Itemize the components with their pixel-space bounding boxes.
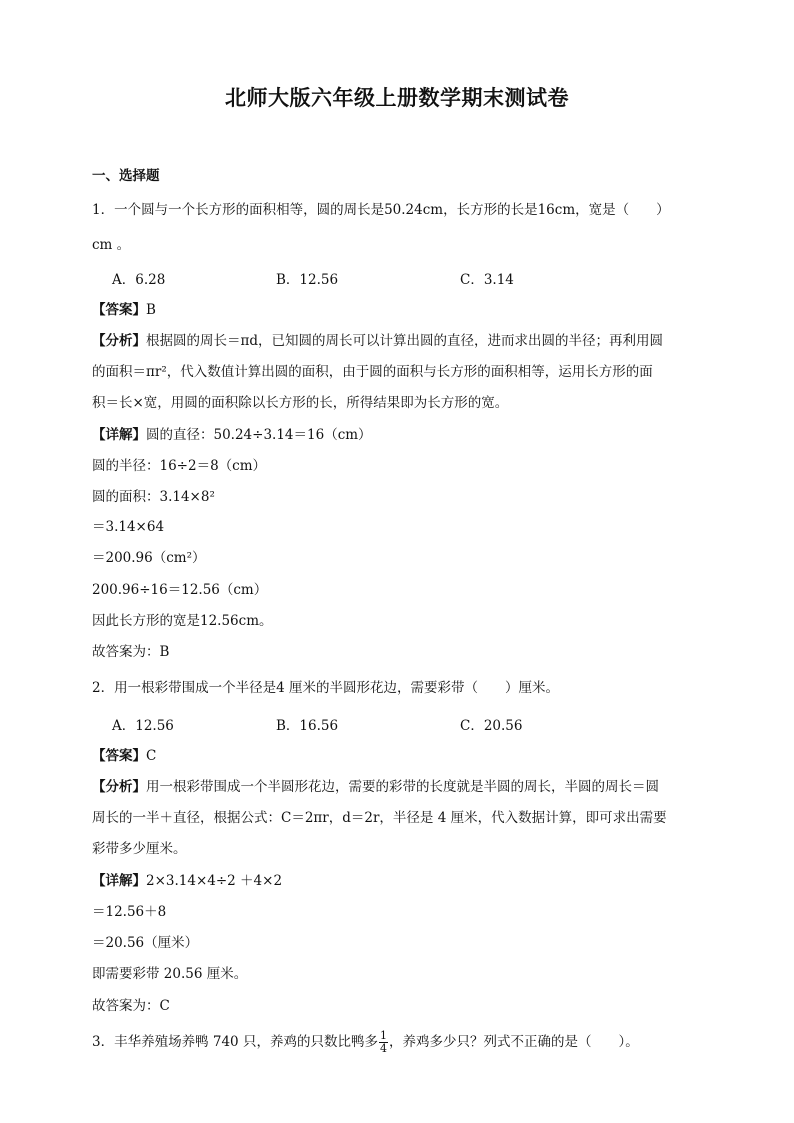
analysis-text: 根据圆的周长＝πd，已知圆的周长可以计算出圆的直径，进而求出圆的半径；再利用圆 bbox=[146, 333, 664, 349]
q1-detail-line2: 圆的半径：16÷2＝8（cm） bbox=[92, 458, 267, 474]
q3-stem-part1: 3．丰华养殖场养鸭 740 只，养鸡的只数比鸭多 bbox=[92, 1034, 378, 1050]
section-heading: 一、选择题 bbox=[92, 168, 160, 184]
q2-detail-line2: ＝12.56＋8 bbox=[92, 904, 167, 920]
q2-option-b: B．16.56 bbox=[276, 718, 339, 734]
q2-option-c: C．20.56 bbox=[460, 718, 523, 734]
q1-stem-line1: 1．一个圆与一个长方形的面积相等，圆的周长是50.24cm，长方形的长是16cm，宽是（ ） bbox=[92, 202, 670, 218]
q3-stem-part2: ，养鸡多少只？列式不正确的是（ ）。 bbox=[388, 1034, 639, 1050]
q1-final-answer: 故答案为：B bbox=[92, 644, 170, 660]
q1-answer bbox=[92, 300, 156, 320]
q3-stem bbox=[92, 1030, 639, 1055]
q2-answer bbox=[92, 746, 156, 766]
q1-option-a: A．6.28 bbox=[112, 272, 166, 288]
detail-tag: 【详解】 bbox=[92, 427, 146, 443]
detail-tag: 【详解】 bbox=[92, 873, 146, 889]
page-title: 北师大版六年级上册数学期末测试卷 bbox=[225, 86, 569, 110]
q2-detail-line1 bbox=[92, 871, 282, 891]
q2-final-answer: 故答案为：C bbox=[92, 998, 170, 1014]
q2-option-a: A．12.56 bbox=[112, 718, 174, 734]
q2-analysis-line2: 周长的一半＋直径，根据公式：C＝2πr，d＝2r，半径是 4 厘米，代入数据计算，即可求出需要 bbox=[92, 810, 667, 826]
fraction-numerator: 1 bbox=[379, 1029, 387, 1042]
answer-tag: 【答案】 bbox=[92, 302, 146, 318]
q1-detail-line3: 圆的面积：3.14×8² bbox=[92, 489, 215, 505]
q2-detail-line3: ＝20.56（厘米） bbox=[92, 935, 199, 951]
analysis-text: 用一根彩带围成一个半圆形花边，需要的彩带的长度就是半圆的周长，半圆的周长＝圆 bbox=[146, 779, 659, 795]
answer-value: C bbox=[146, 748, 157, 764]
fraction-denominator: 4 bbox=[379, 1042, 387, 1055]
q1-detail-line5: ＝200.96（cm²） bbox=[92, 550, 206, 566]
q2-stem: 2．用一根彩带围成一个半径是4 厘米的半圆形花边，需要彩带（ ）厘米。 bbox=[92, 680, 559, 696]
q1-detail-line1 bbox=[92, 425, 372, 445]
analysis-tag: 【分析】 bbox=[92, 333, 146, 349]
analysis-tag: 【分析】 bbox=[92, 779, 146, 795]
q1-analysis-line1 bbox=[92, 331, 663, 351]
q2-analysis-line3: 彩带多少厘米。 bbox=[92, 841, 187, 857]
q1-option-b: B．12.56 bbox=[276, 272, 339, 288]
q1-stem-line2: cm 。 bbox=[92, 237, 131, 253]
answer-tag: 【答案】 bbox=[92, 748, 146, 764]
q1-analysis-line2: 的面积＝πr²，代入数值计算出圆的面积，由于圆的面积与长方形的面积相等，运用长方形的面 bbox=[92, 364, 653, 380]
q2-detail-line4: 即需要彩带 20.56 厘米。 bbox=[92, 966, 248, 982]
q2-analysis-line1 bbox=[92, 777, 659, 797]
q1-detail-line4: ＝3.14×64 bbox=[92, 519, 165, 535]
q1-detail-line7: 因此长方形的宽是12.56cm。 bbox=[92, 613, 273, 629]
q1-option-c: C．3.14 bbox=[460, 272, 514, 288]
answer-value: B bbox=[146, 302, 156, 318]
fraction bbox=[379, 1030, 388, 1055]
q1-detail-line6: 200.96÷16＝12.56（cm） bbox=[92, 582, 268, 598]
detail-text: 圆的直径：50.24÷3.14＝16（cm） bbox=[146, 427, 372, 443]
q1-analysis-line3: 积＝长×宽，用圆的面积除以长方形的长，所得结果即为长方形的宽。 bbox=[92, 395, 509, 411]
detail-text: 2×3.14×4÷2 ＋4×2 bbox=[146, 873, 283, 889]
